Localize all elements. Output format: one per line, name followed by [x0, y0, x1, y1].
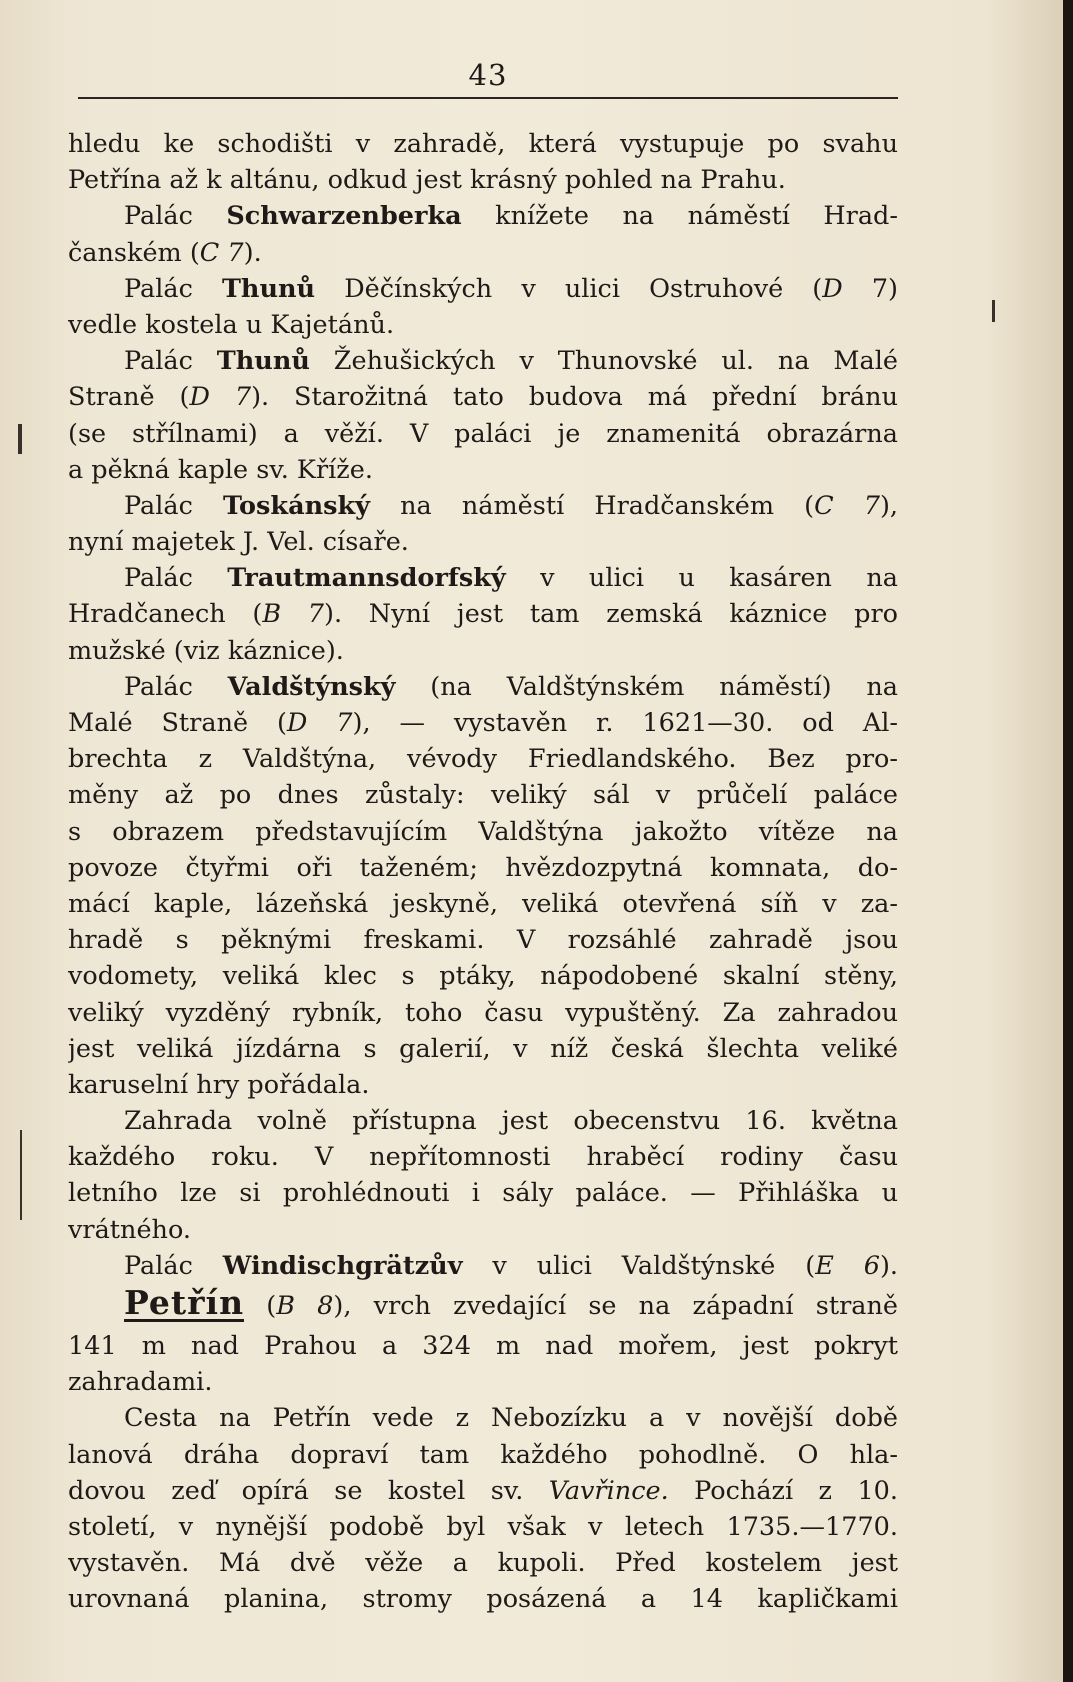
italic-ref: B 8 [276, 1291, 334, 1321]
italic-ref: E 6 [815, 1250, 880, 1281]
text-segment: hradě s pěknými freskami. V rozsáhlé zahradě jsou [68, 925, 898, 956]
bold-term: Windischgrätzův [222, 1250, 463, 1281]
italic-ref: Vavřince. [548, 1475, 669, 1506]
text-line [68, 958, 898, 994]
text-line [68, 198, 898, 234]
text-line [68, 1248, 898, 1284]
text-line [68, 814, 898, 850]
text-line [68, 705, 898, 741]
text-line [68, 922, 898, 958]
text-line [68, 488, 898, 524]
text-line [68, 379, 898, 415]
text-segment: a pěkná kaple sv. Kříže. [68, 454, 373, 485]
text-segment: Cesta na Petřín vede z Nebozízku a v novější době [124, 1403, 898, 1434]
text-line [68, 307, 898, 343]
text-segment: Palác [124, 201, 227, 232]
text-line [68, 1103, 898, 1139]
text-segment: ). Nyní jest tam zemská káznice pro [324, 599, 898, 630]
text-segment: Palác [124, 273, 222, 304]
text-segment: vrátného. [68, 1214, 191, 1245]
text-segment: Straně ( [68, 382, 190, 413]
text-segment: letního lze si prohlédnouti i sály paláce. — Přihláška u [68, 1178, 898, 1209]
bold-term: Thunů [221, 273, 316, 304]
italic-ref: C 7 [814, 490, 880, 521]
text-segment: veliký vyzděný rybník, toho času vypuštěný. Za zahradou [68, 997, 898, 1028]
text-segment: Palác [124, 346, 217, 377]
text-line [68, 524, 898, 560]
text-segment: knížete na náměstí Hrad- [461, 201, 898, 232]
text-line [68, 850, 898, 886]
text-segment: vystavěn. Má dvě věže a kupoli. Před kostelem jest [68, 1548, 898, 1579]
text-line [68, 777, 898, 813]
italic-ref: D [822, 273, 843, 304]
text-segment: století, v nynější podobě byl však v letech 1735.—1770. [68, 1511, 898, 1542]
text-segment: Palác [124, 1250, 223, 1281]
text-line [68, 1212, 898, 1248]
text-line [68, 1328, 898, 1364]
text-segment: v ulici Valdštýnské ( [462, 1250, 816, 1281]
text-line [68, 162, 898, 198]
text-line [68, 416, 898, 452]
bold-term: Toskánský [222, 490, 370, 521]
text-segment: ), — vystavěn r. 1621—30. od Al- [352, 708, 898, 738]
text-line [68, 126, 898, 162]
text-segment: Pochází z 10. [668, 1475, 898, 1506]
text-segment: povoze čtyřmi oři taženém; hvězdozpytná komnata, do- [68, 852, 898, 883]
bold-term: Trautmannsdorfský [227, 563, 506, 594]
text-segment: s obrazem představujícím Valdštýna jakožto vítěze na [68, 816, 898, 847]
text-segment: nyní majetek J. Vel. císaře. [68, 527, 409, 558]
text-line [68, 1175, 898, 1211]
text-line [68, 1509, 898, 1545]
text-segment: vedle kostela u Kajetánů. [68, 309, 395, 340]
text-segment: v ulici u kasáren na [505, 563, 898, 594]
text-segment: zahradami. [68, 1367, 213, 1398]
text-line [68, 633, 898, 669]
text-segment: Palác [124, 671, 228, 702]
text-line [68, 1067, 898, 1103]
text-line [68, 1139, 898, 1175]
text-segment: ). [243, 237, 262, 268]
text-line [68, 235, 898, 271]
text-line [68, 1581, 898, 1617]
text-segment: (se střílnami) a věží. V paláci je znamenitá obrazárna [68, 418, 898, 449]
text-segment: každého roku. V nepřítomnosti hraběcí rodiny času [68, 1142, 898, 1173]
text-segment: 7) [842, 273, 898, 304]
text-segment: měny až po dnes zůstaly: veliký sál v průčelí paláce [68, 780, 898, 811]
page-header [78, 58, 898, 102]
text-segment: ), [879, 490, 898, 521]
text-segment: urovnaná planina, stromy posázená a 14 kapličkami [68, 1584, 898, 1615]
text-segment: Hradčanech ( [68, 599, 263, 630]
text-segment: ( [244, 1291, 277, 1321]
text-line [68, 1031, 898, 1067]
text-line [68, 1473, 898, 1509]
text-segment: čanském ( [68, 237, 200, 268]
margin-mark [20, 1130, 22, 1220]
text-segment: dovou zeď opírá se kostel sv. [68, 1475, 549, 1506]
bold-term: Thunů [216, 346, 310, 377]
text-segment: hledu ke schodišti v zahradě, která vystupuje po svahu [68, 129, 898, 159]
text-line [68, 1545, 898, 1581]
text-segment: Zahrada volně přístupna jest obecenstvu 16. května [124, 1106, 898, 1137]
margin-mark [18, 424, 22, 454]
text-line [68, 452, 898, 488]
text-segment: Děčínských v ulici Ostruhové ( [315, 273, 823, 304]
text-segment: Palác [124, 490, 223, 521]
text-line [68, 596, 898, 632]
text-segment: Palác [124, 563, 228, 594]
text-line [68, 995, 898, 1031]
text-segment: (na Valdštýnském náměstí) na [395, 671, 898, 702]
body-text [68, 126, 898, 1618]
italic-ref: D 7 [286, 708, 353, 738]
text-line [68, 741, 898, 777]
text-line [68, 1437, 898, 1473]
text-segment: Petřína až k altánu, odkud jest krásný pohled na Prahu. [68, 165, 786, 196]
text-segment: lanová dráha dopraví tam každého pohodlně. O hla- [68, 1439, 898, 1470]
margin-mark [992, 300, 995, 322]
text-line [68, 343, 898, 379]
text-line [68, 669, 898, 705]
text-segment: na náměstí Hradčanském ( [369, 490, 815, 521]
text-segment: jest veliká jízdárna s galerií, v níž česká šlechta veliké [68, 1033, 898, 1064]
text-segment: mácí kaple, lázeňská jeskyně, veliká otevřená síň v za- [68, 888, 898, 919]
text-line [68, 1284, 898, 1328]
text-line [68, 886, 898, 922]
entry-heading: Petřín [124, 1284, 245, 1322]
bold-term: Schwarzenberka [226, 201, 462, 232]
bold-term: Valdštýnský [227, 671, 396, 702]
text-segment: karuselní hry pořádala. [68, 1069, 370, 1100]
page-number: 43 [468, 58, 508, 92]
italic-ref: D 7 [189, 382, 252, 413]
text-segment: mužské (viz káznice). [68, 635, 344, 666]
header-rule [78, 97, 898, 99]
text-line [68, 1364, 898, 1400]
text-segment: 141 m nad Prahou a 324 m nad mořem, jest pokryt [68, 1331, 898, 1361]
text-segment: ). [879, 1250, 898, 1281]
text-segment: Malé Straně ( [68, 708, 287, 738]
italic-ref: B 7 [262, 599, 325, 630]
text-segment: vodomety, veliká klec s ptáky, nápodobené skalní stěny, [68, 961, 898, 992]
text-segment: ), vrch zvedající se na západní straně [333, 1291, 898, 1321]
text-segment: Žehušických v Thunovské ul. na Malé [309, 346, 898, 377]
text-segment: ). Starožitná tato budova má přední bránu [251, 382, 898, 413]
text-line [68, 560, 898, 596]
text-line [68, 1400, 898, 1436]
italic-ref: C 7 [199, 237, 244, 268]
text-line [68, 271, 898, 307]
text-segment: brechta z Valdštýna, vévody Friedlandského. Bez pro- [68, 744, 898, 775]
